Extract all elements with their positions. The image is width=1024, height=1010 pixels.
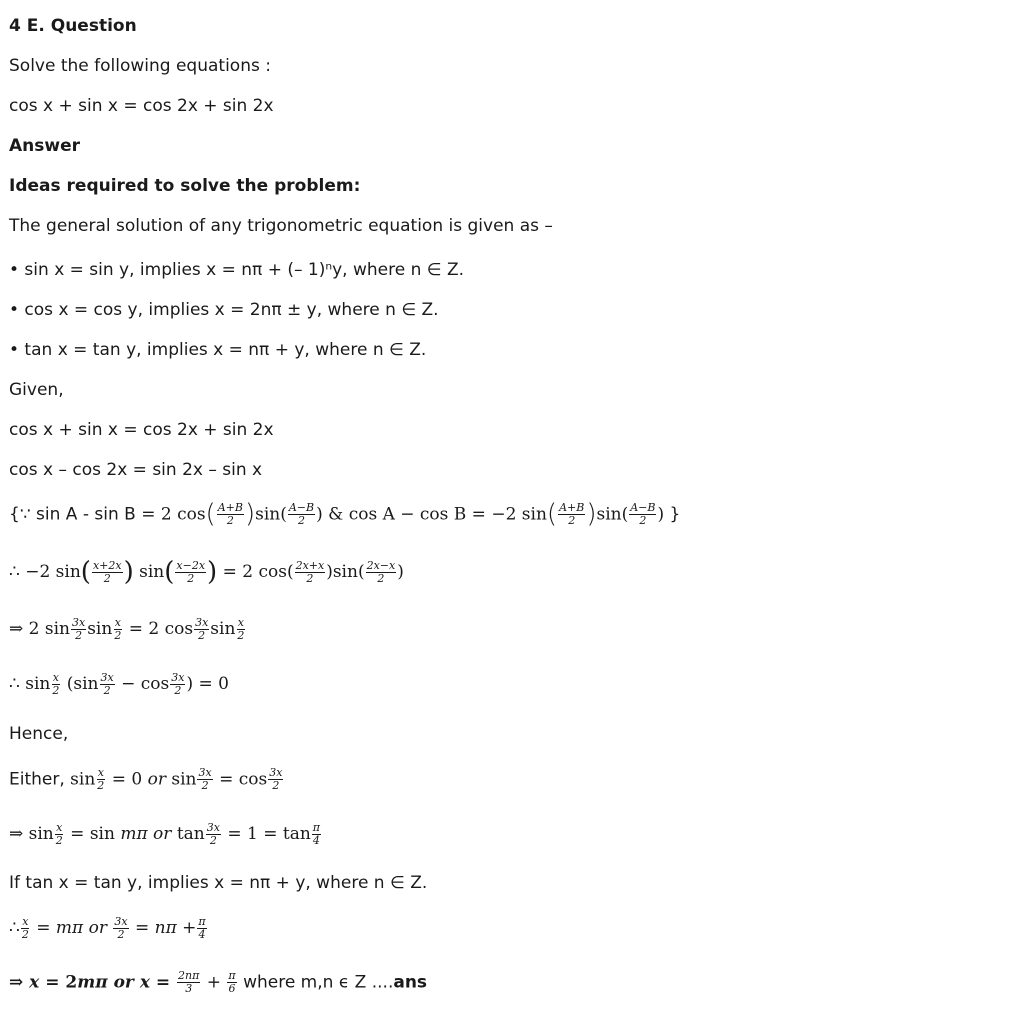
step2-line: ⇒ 2 sin $\frac{3x}{2}$ sin $\frac{x}{2}$ = 2 cos $\frac{3x}{2}$ sin $\frac{x}{2}$	[9, 616, 245, 643]
question-heading: 4 E. Question	[9, 16, 137, 36]
answer-heading: Answer	[9, 136, 80, 156]
ans-label: ans	[393, 972, 428, 993]
implies-line: ⇒ sin $\frac{x}{2}$ = sin mπ or tan $\frac{3x}{2}$ = 1 = tan $\frac{\pi}{4}$	[9, 821, 321, 848]
general-solution-intro: The general solution of any trigonometric equation is given as –	[9, 216, 553, 236]
ideas-heading: Ideas required to solve the problem:	[9, 176, 361, 196]
given-equation: cos x + sin x = cos 2x + sin 2x	[9, 420, 274, 440]
step1-line: ∴ −2 sin( $\frac{x+2x}{2}$ ) sin( $\frac{x-2x}{2}$ ) = 2 cos( $\frac{2x+x}{2}$ )sin( $\frac{2x-x}{2}$ )	[9, 556, 404, 587]
given-label: Given,	[9, 380, 64, 400]
rearranged-equation: cos x – cos 2x = sin 2x – sin x	[9, 460, 263, 480]
either-line: Either, sin $\frac{x}{2}$ = 0 or sin $\frac{3x}{2}$ = cos $\frac{3x}{2}$	[9, 766, 283, 793]
identity-line: {∵ sin A - sin B = 2 cos( $\frac{A+B}{2}$ )sin( $\frac{A-B}{2}$ ) & cos A − cos B = −2 sin( $\frac{A+B}{2}$ )sin( $\frac{A-B}{2}$ ) }	[9, 498, 681, 529]
rule-cos: • cos x = cos y, implies x = 2nπ ± y, where n ∈ Z.	[9, 300, 439, 320]
question-prompt: Solve the following equations :	[9, 56, 271, 76]
therefore-line: ∴ $\frac{x}{2}$ = mπ or $\frac{3x}{2}$ = nπ + $\frac{\pi}{4}$	[9, 915, 206, 942]
if-tan-rule: If tan x = tan y, implies x = nπ + y, where n ∈ Z.	[9, 873, 428, 893]
final-answer-line: ⇒ x = 2mπ or x = $\frac{2n\pi}{3}$ + $\frac{\pi}{6}$ where m,n ϵ Z ....ans	[9, 969, 428, 996]
rule-tan: • tan x = tan y, implies x = nπ + y, where n ∈ Z.	[9, 340, 427, 360]
rule-sin: • sin x = sin y, implies x = nπ + (– 1)ⁿy, where n ∈ Z.	[9, 260, 465, 280]
step3-line: ∴ sin $\frac{x}{2}$ (sin $\frac{3x}{2}$ − cos $\frac{3x}{2}$ ) = 0	[9, 671, 229, 698]
question-equation: cos x + sin x = cos 2x + sin 2x	[9, 96, 274, 116]
hence-label: Hence,	[9, 724, 69, 744]
